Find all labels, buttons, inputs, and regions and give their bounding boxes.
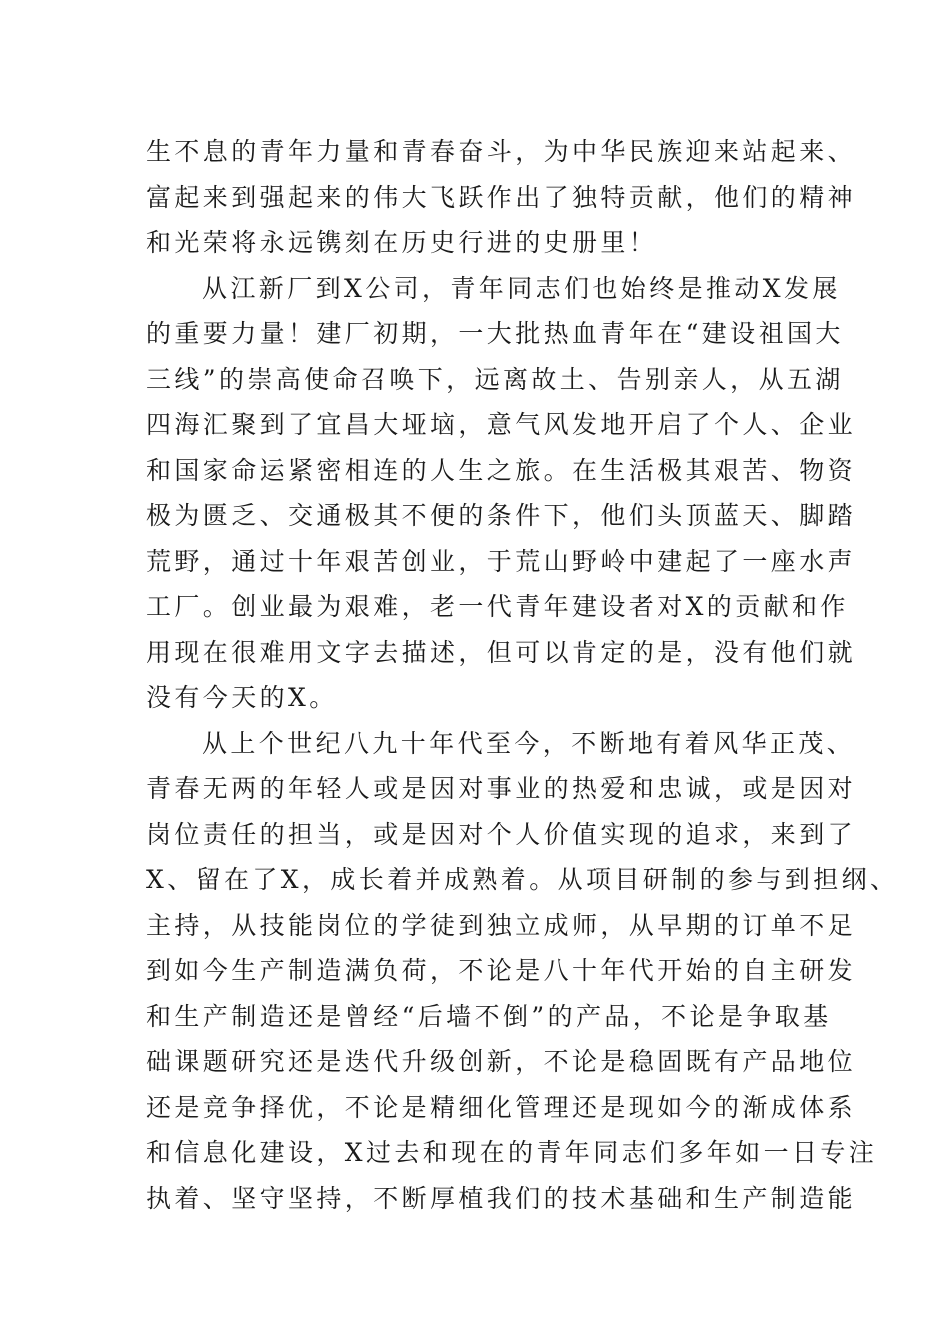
text-line: 和国家命运紧密相连的人生之旅。在生活极其艰苦、物资 <box>146 455 857 485</box>
text-line: 从上个世纪八九十年代至今，不断地有着风华正茂、 <box>202 728 856 758</box>
text-line: 还是竞争择优，不论是精细化管理还是现如今的渐成体系 <box>146 1092 857 1122</box>
text-line: 到如今生产制造满负荷，不论是八十年代开始的自主研发 <box>146 956 857 985</box>
paragraph-2 <box>146 266 857 721</box>
body-text <box>146 129 899 1221</box>
text-line: 极为匮乏、交通极其不便的条件下，他们头顶蓝天、脚踏 <box>146 501 857 530</box>
text-line: 荒野，通过十年艰苦创业，于荒山野岭中建起了一座水声 <box>146 546 857 576</box>
text-line: 和信息化建设，X过去和现在的青年同志们多年如一日专注 <box>146 1138 878 1167</box>
text-line: 的重要力量！建厂初期，一大批热血青年在“建设祖国大 <box>146 319 844 348</box>
text-line: 没有今天的X。 <box>146 683 338 712</box>
text-line: 执着、坚守坚持，不断厚植我们的技术基础和生产制造能 <box>146 1183 857 1213</box>
text-line: 岗位责任的担当，或是因对个人价值实现的追求，来到了 <box>146 819 857 849</box>
text-line: 三线”的崇高使命召唤下，远离故土、告别亲人，从五湖 <box>146 364 844 394</box>
text-line: 础课题研究还是迭代升级创新，不论是稳固既有产品地位 <box>146 1047 857 1076</box>
text-line: 主持，从技能岗位的学徒到独立成师，从早期的订单不足 <box>146 910 857 940</box>
text-line: 富起来到强起来的伟大飞跃作出了独特贡献，他们的精神 <box>146 182 857 212</box>
text-line: 从江新厂到X公司，青年同志们也始终是推动X发展 <box>202 273 841 303</box>
text-line: 用现在很难用文字去描述，但可以肯定的是，没有他们就 <box>146 637 857 667</box>
paragraph-1 <box>146 129 857 266</box>
text-line: 和光荣将永远镌刻在历史行进的史册里！ <box>146 228 658 257</box>
text-line: 青春无两的年轻人或是因对事业的热爱和忠诚，或是因对 <box>146 774 857 803</box>
text-line: 生不息的青年力量和青春奋斗，为中华民族迎来站起来、 <box>146 137 857 166</box>
paragraph-3 <box>146 721 899 1222</box>
text-line: X、留在了X，成长着并成熟着。从项目研制的参与到担纲、 <box>146 865 899 894</box>
text-line: 和生产制造还是曾经“后墙不倒”的产品，不论是争取基 <box>146 1001 832 1031</box>
text-line: 四海汇聚到了宜昌大垭垴，意气风发地开启了个人、企业 <box>146 410 857 439</box>
text-line: 工厂。创业最为艰难，老一代青年建设者对X的贡献和作 <box>146 592 849 621</box>
